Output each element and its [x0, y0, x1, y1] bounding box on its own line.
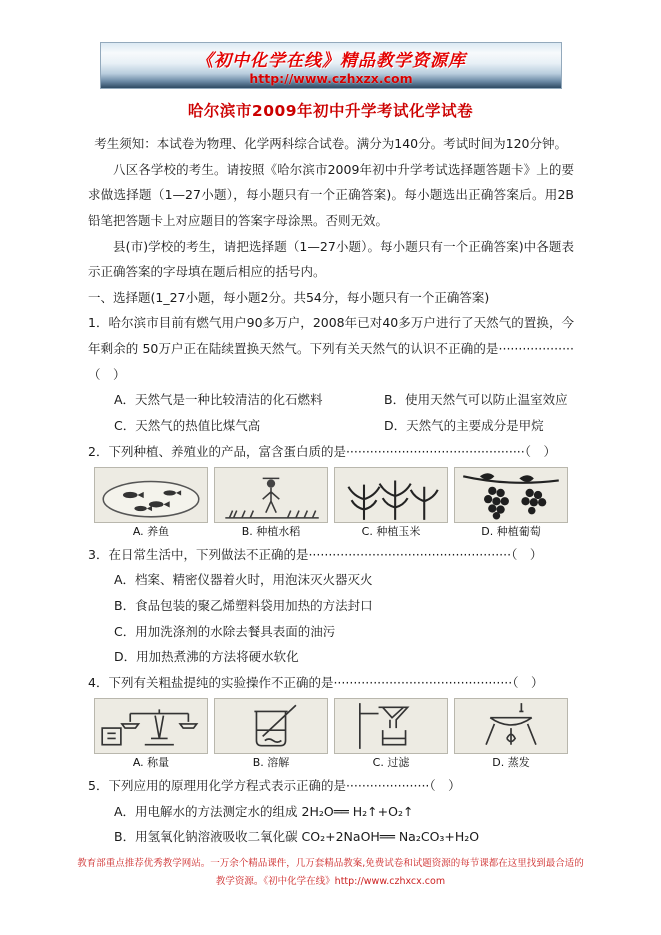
q4-caption-d: D. 蒸发	[492, 756, 530, 770]
q4-caption-b: B. 溶解	[252, 756, 290, 770]
question-3-option-b: B．食品包装的聚乙烯塑料袋用加热的方法封口	[114, 597, 373, 613]
footer-line-2: 教学资源。《初中化学在线》http://www.czhxcx.com	[215, 875, 446, 887]
q2-caption-c: C. 种植玉米	[361, 525, 421, 539]
instructions-district: 八区各学校的考生。请按照《哈尔滨市2009年初中升学考试选择题答题卡》上的要求做选择题（1—27小题），每小题只有一个正确答案)。每小题选出正确答案后。用2B铅笔把答题卡上对应题目的答案字母涂黑。否则无效。	[88, 161, 574, 228]
rice-planting-image	[214, 467, 328, 523]
q2-panel-grapes	[454, 467, 568, 541]
question-1-option-c: C．天然气的热值比煤气高	[114, 417, 261, 433]
q4-panel-dissolving	[214, 698, 328, 772]
section-heading: 一、选择题(1_27小题，每小题2分。共54分，每小题只有一个正确答案)	[88, 289, 490, 305]
q2-caption-b: B. 种植水稻	[241, 525, 301, 539]
site-banner	[100, 42, 562, 89]
banner-url: http://www.czhxzx.com	[249, 71, 413, 86]
q2-panel-rice	[214, 467, 328, 541]
fish-pond-image	[94, 467, 208, 523]
q4-panel-weighing	[94, 698, 208, 772]
question-3-option-c: C．用加洗涤剂的水除去餐具表面的油污	[114, 623, 336, 639]
q2-panel-corn	[334, 467, 448, 541]
page-title: 哈尔滨市2009年初中升学考试化学试卷	[187, 102, 474, 120]
question-1-option-b: B．使用天然气可以防止温室效应	[384, 392, 568, 408]
dissolving-beaker-image	[214, 698, 328, 754]
question-2-image-strip	[94, 467, 574, 541]
question-1-options-row-1	[88, 387, 574, 413]
question-3-option-d: D．用加热煮沸的方法将硬水软化	[114, 649, 299, 665]
balance-scale-image	[94, 698, 208, 754]
q2-caption-a: A. 养鱼	[132, 525, 170, 539]
q4-panel-filtering	[334, 698, 448, 772]
question-4-image-strip	[94, 698, 574, 772]
question-1-option-d: D．天然气的主要成分是甲烷	[384, 417, 544, 433]
question-1-options-row-2	[88, 413, 574, 439]
banner-title: 《初中化学在线》精品教学资源库	[196, 51, 466, 71]
question-5-stem: 5．下列应用的原理用化学方程式表示正确的是·····················（ ）	[88, 778, 461, 794]
q4-caption-c: C. 过滤	[372, 756, 410, 770]
question-1-stem: 1．哈尔滨市目前有燃气用户90多万户，2008年已对40多万户进行了天然气的置换，今年剩余的 50万户正在陆续置换天然气。下列有关天然气的认识不正确的是···················（ ）	[88, 315, 574, 382]
notice-text: 考生须知：本试卷为物理、化学两科综合试卷。满分为140分。考试时间为120分钟。	[94, 136, 567, 151]
footer-promo	[58, 855, 603, 891]
grape-vine-image	[454, 467, 568, 523]
q2-panel-fish	[94, 467, 208, 541]
q4-caption-a: A. 称量	[132, 756, 170, 770]
q2-caption-d: D. 种植葡萄	[481, 525, 541, 539]
question-5-option-b: B．用氢氧化钠溶液吸收二氧化碳 CO₂+2NaOH══ Na₂CO₃+H₂O	[114, 829, 480, 845]
exam-body	[88, 131, 574, 850]
question-3-option-a: A．档案、精密仪器着火时，用泡沫灭火器灭火	[114, 572, 373, 588]
corn-field-image	[334, 467, 448, 523]
question-3-stem: 3．在日常生活中，下列做法不正确的是···················································（ ）	[88, 546, 543, 562]
question-2-stem: 2．下列种植、养殖业的产品，富含蛋白质的是·············································（ ）	[88, 443, 557, 459]
q4-panel-evaporating	[454, 698, 568, 772]
instructions-county: 县(市)学校的考生，请把选择题（1—27小题）。每小题只有一个正确答案)中各题表示正确答案的字母填在题后相应的括号内。	[88, 238, 574, 280]
filtration-image	[334, 698, 448, 754]
question-5-option-a: A．用电解水的方法测定水的组成 2H₂O══ H₂↑+O₂↑	[114, 803, 414, 819]
evaporation-image	[454, 698, 568, 754]
question-1-option-a: A．天然气是一种比较清洁的化石燃料	[114, 392, 323, 408]
footer-line-1: 教育部重点推荐优秀教学网站。一万余个精品课件，几万套精品教案,免费试卷和试题资源的每节课都在这里找到最合适的	[77, 857, 584, 869]
question-4-stem: 4．下列有关粗盐提纯的实验操作不正确的是·············································（ ）	[88, 674, 544, 690]
